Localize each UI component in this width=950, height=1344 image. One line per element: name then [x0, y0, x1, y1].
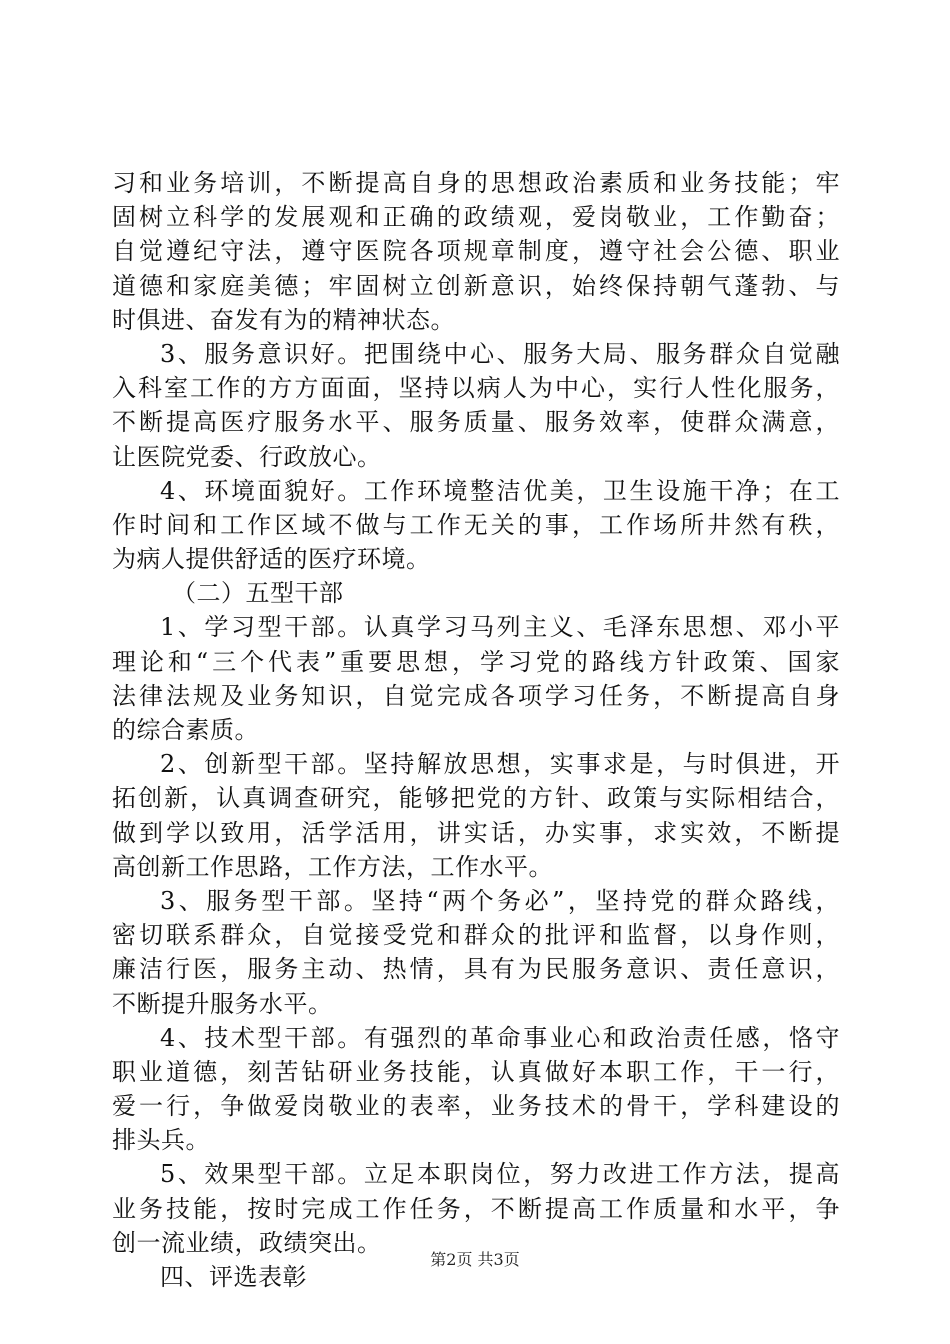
page-number-footer: 第2页 共3页 — [430, 1250, 520, 1269]
paragraph-start-line: 2、创新型干部。坚持解放思想，实事求是，与时俱进，开 — [160, 750, 840, 779]
text-line: 高创新工作思路，工作方法，工作水平。 — [112, 852, 553, 881]
text-line: 为病人提供舒适的医疗环境。 — [112, 545, 431, 574]
text-line: 廉洁行医，服务主动、热情，具有为民服务意识、责任意识， — [112, 955, 840, 984]
text-line: 自觉遵纪守法，遵守医院各项规章制度，遵守社会公德、职业 — [112, 237, 840, 266]
text-line: 业务技能，按时完成工作任务，不断提高工作质量和水平，争 — [112, 1194, 840, 1223]
paragraph-start-line: 4、环境面貌好。工作环境整洁优美，卫生设施干净；在工 — [160, 476, 840, 505]
text-line: 的综合素质。 — [112, 716, 259, 744]
document-body — [112, 166, 840, 1294]
paragraph-start-line: 4、技术型干部。有强烈的革命事业心和政治责任感，恪守 — [160, 1023, 840, 1052]
section-heading: （二）五型干部 — [172, 579, 344, 608]
paragraph-start-line: 1、学习型干部。认真学习马列主义、毛泽东思想、邓小平 — [160, 613, 840, 642]
text-line: 不断提升服务水平。 — [112, 989, 333, 1018]
text-line: 法律法规及业务知识，自觉完成各项学习任务，不断提高自身 — [112, 681, 840, 710]
text-line: 不断提高医疗服务水平、服务质量、服务效率，使群众满意， — [112, 408, 840, 437]
text-line: 职业道德，刻苦钻研业务技能，认真做好本职工作，干一行， — [112, 1057, 840, 1086]
paragraph-start-line: 3、服务意识好。把围绕中心、服务大局、服务群众自觉融 — [160, 339, 840, 368]
text-line: 习和业务培训，不断提高自身的思想政治素质和业务技能；牢 — [112, 169, 840, 197]
paragraph-start-line: 3、服务型干部。坚持“两个务必”，坚持党的群众路线， — [160, 886, 840, 915]
paragraph-start-line: 5、效果型干部。立足本职岗位，努力改进工作方法，提高 — [160, 1160, 840, 1189]
text-line: 道德和家庭美德；牢固树立创新意识，始终保持朝气蓬勃、与 — [112, 271, 840, 300]
section-heading: 四、评选表彰 — [160, 1263, 307, 1291]
text-line: 排头兵。 — [112, 1126, 210, 1155]
text-line: 爱一行，争做爱岗敬业的表率，业务技术的骨干，学科建设的 — [112, 1092, 840, 1121]
text-line: 入科室工作的方方面面，坚持以病人为中心，实行人性化服务， — [112, 374, 840, 403]
text-line: 作时间和工作区域不做与工作无关的事，工作场所井然有秩， — [112, 510, 840, 539]
text-line: 做到学以致用，活学活用，讲实话，办实事，求实效，不断提 — [112, 818, 840, 847]
text-line: 时俱进、奋发有为的精神状态。 — [112, 305, 455, 334]
text-line: 固树立科学的发展观和正确的政绩观，爱岗敬业，工作勤奋； — [112, 203, 840, 232]
text-line: 密切联系群众，自觉接受党和群众的批评和监督，以身作则， — [112, 921, 840, 950]
text-line: 让医院党委、行政放心。 — [112, 442, 382, 471]
text-line: 拓创新，认真调查研究，能够把党的方针、政策与实际相结合， — [112, 784, 840, 813]
text-line: 创一流业绩，政绩突出。 — [112, 1228, 382, 1257]
text-line: 理论和“三个代表”重要思想，学习党的路线方针政策、国家 — [112, 647, 840, 676]
